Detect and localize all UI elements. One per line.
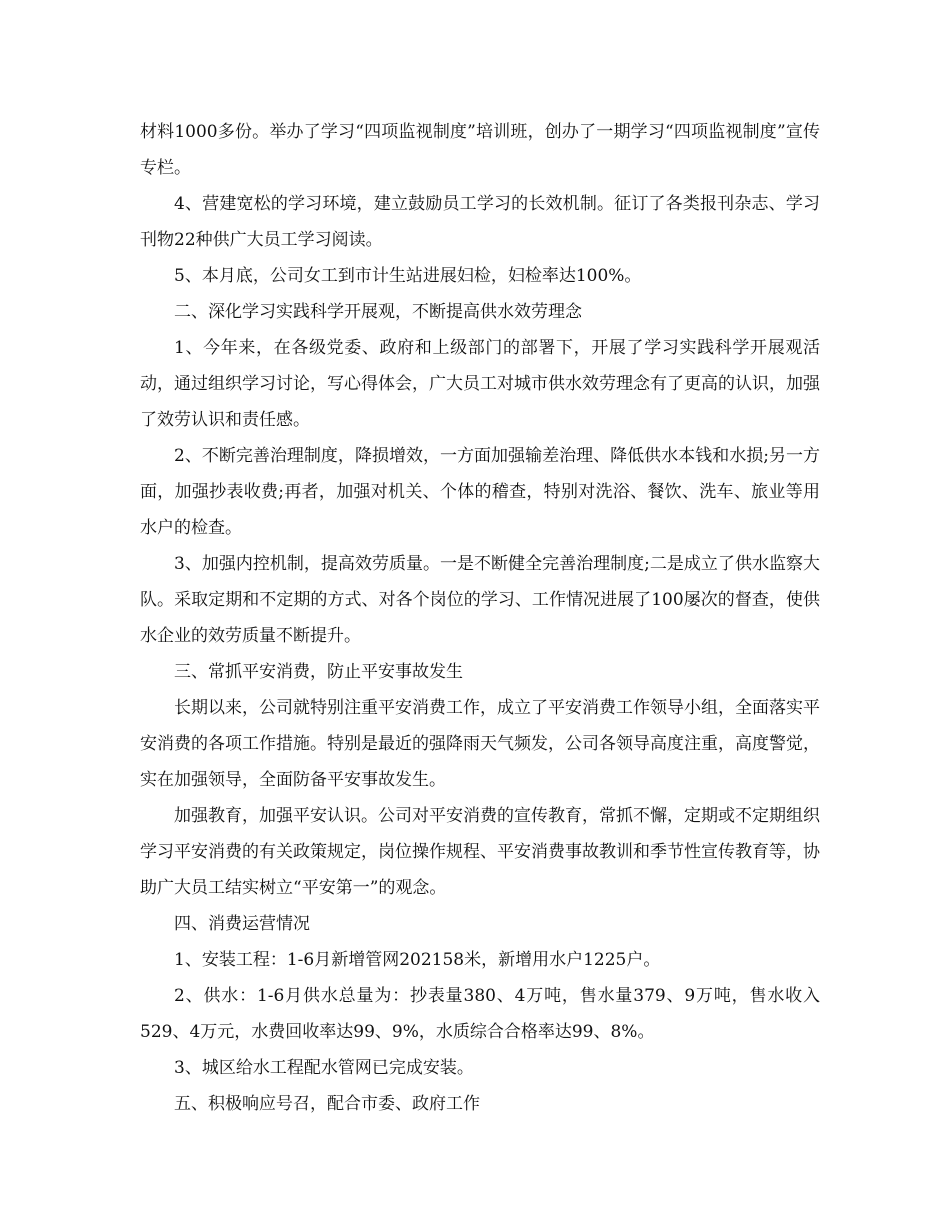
paragraph-continuation: 材料1000多份。举办了学习“四项监视制度”培训班，创办了一期学习“四项监视制度”宣传专栏。 bbox=[140, 122, 820, 178]
document-body bbox=[140, 114, 820, 1122]
paragraph-section3-2: 加强教育，加强平安认识。公司对平安消费的宣传教育，常抓不懈，定期或不定期组织学习平安消费的有关政策规定，岗位操作规程、平安消费事故教训和季节性宣传教育等，协助广大员工结实树立“平安第一”的观念。 bbox=[140, 806, 820, 898]
paragraph-section4-item-1: 1、安装工程：1-6月新增管网202158米，新增用水户1225户。 bbox=[174, 950, 661, 970]
paragraph-section4-item-2: 2、供水：1-6月供水总量为：抄表量380、4万吨，售水量379、9万吨，售水收入529、4万元，水费回收率达99、9%，水质综合合格率达99、8%。 bbox=[140, 986, 820, 1042]
paragraph-section2-item-1: 1、今年来，在各级党委、政府和上级部门的部署下，开展了学习实践科学开展观活动，通过组织学习讨论，写心得体会，广大员工对城市供水效劳理念有了更高的认识，加强了效劳认识和责任感。 bbox=[140, 338, 820, 430]
paragraph-section4-item-3: 3、城区给水工程配水管网已完成安装。 bbox=[174, 1058, 474, 1078]
paragraph-item-5: 5、本月底，公司女工到市计生站进展妇检，妇检率达100%。 bbox=[174, 266, 642, 286]
paragraph-section3-1: 长期以来，公司就特别注重平安消费工作，成立了平安消费工作领导小组，全面落实平安消费的各项工作措施。特别是最近的强降雨天气频发，公司各领导高度注重，高度警觉，实在加强领导，全面防备平安事故发生。 bbox=[140, 698, 820, 790]
paragraph-section2-item-3: 3、加强内控机制，提高效劳质量。一是不断健全完善治理制度;二是成立了供水监察大队。采取定期和不定期的方式、对各个岗位的学习、工作情况进展了100屡次的督查，使供水企业的效劳质量不断提升。 bbox=[140, 554, 820, 646]
section-heading-4: 四、消费运营情况 bbox=[174, 914, 310, 934]
paragraph-section2-item-2: 2、不断完善治理制度，降损增效，一方面加强输差治理、降低供水本钱和水损;另一方面，加强抄表收费;再者，加强对机关、个体的稽查，特别对洗浴、餐饮、洗车、旅业等用水户的检查。 bbox=[140, 446, 820, 538]
paragraph-item-4: 4、营建宽松的学习环境，建立鼓励员工学习的长效机制。征订了各类报刊杂志、学习刊物22种供广大员工学习阅读。 bbox=[140, 194, 820, 250]
section-heading-2: 二、深化学习实践科学开展观，不断提高供水效劳理念 bbox=[174, 302, 582, 322]
section-heading-5: 五、积极响应号召，配合市委、政府工作 bbox=[174, 1094, 480, 1114]
section-heading-3: 三、常抓平安消费，防止平安事故发生 bbox=[174, 662, 463, 682]
